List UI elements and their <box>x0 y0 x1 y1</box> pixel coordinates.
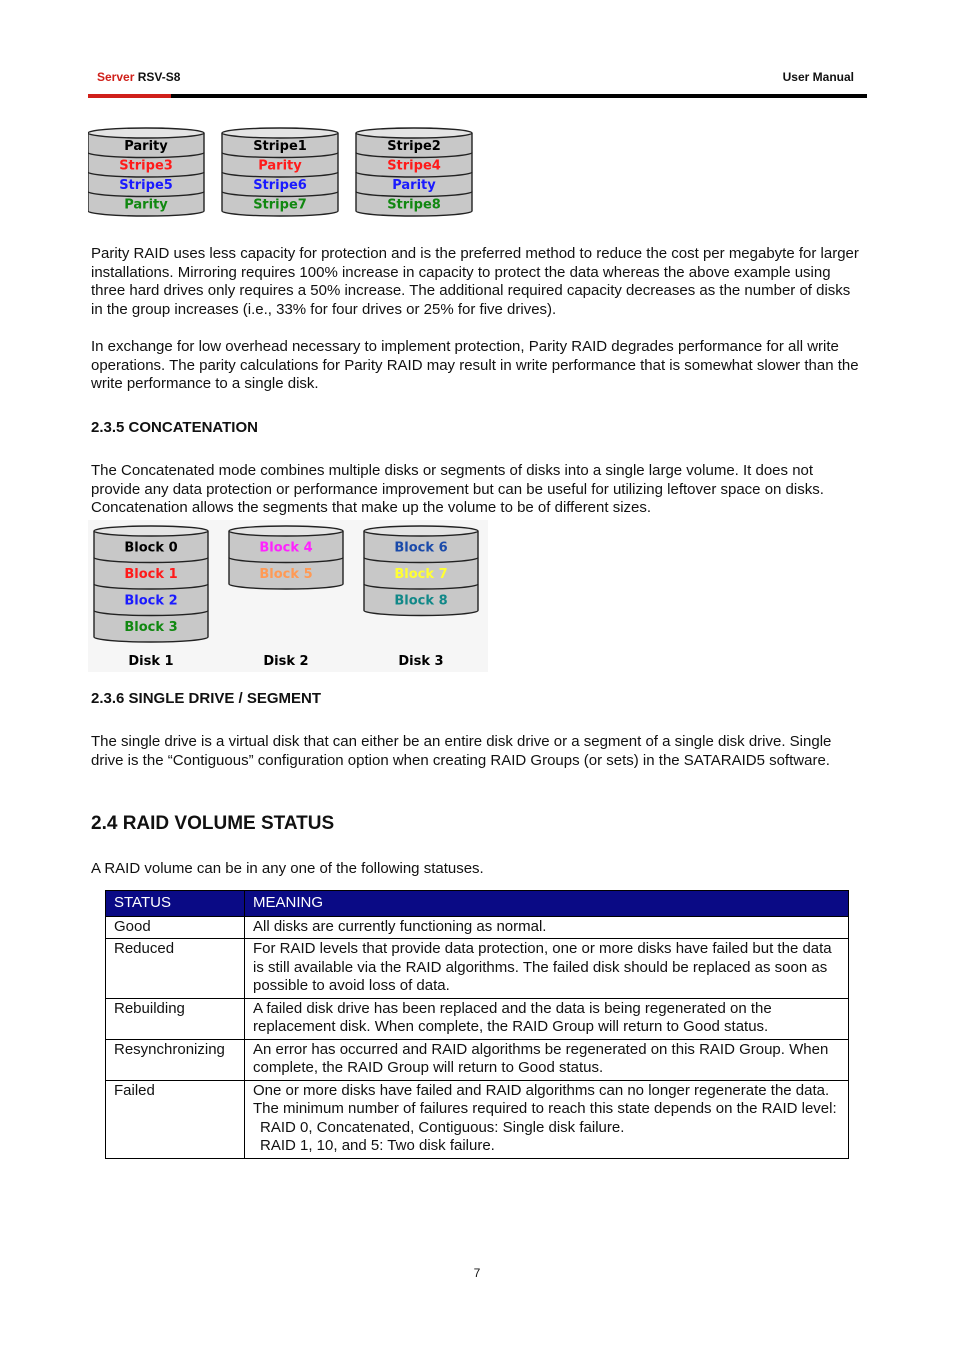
concatenation-paragraph: The Concatenated mode combines multiple disks or segments of disks into a single large volume. It does not provide any data protection or performance improvement but can be useful for utilizing leftover space on disks. Concatenation allows the segments that make up the volume to be of different sizes. <box>91 462 824 517</box>
meaning-text: RAID 1, 10, and 5: Two disk failure. <box>260 1137 495 1154</box>
raid5-parity-figure <box>88 124 480 220</box>
disk-stack <box>356 128 472 216</box>
status-intro-paragraph: A RAID volume can be in any one of the following statuses. <box>91 860 484 877</box>
status-cell: Failed <box>106 1080 245 1158</box>
meaning-text: A failed disk drive has been replaced and the data is being regenerated on the replacement disk. When complete, the RAID Group will return to Good status. <box>253 999 772 1035</box>
disk-segment-label: Block 2 <box>124 593 178 609</box>
table-row <box>106 998 849 1039</box>
page-number: 7 <box>473 1266 481 1280</box>
disk-segment-label: Block 5 <box>259 566 313 582</box>
concatenation-heading: 2.3.5 CONCATENATION <box>91 419 258 436</box>
header-brand: Server <box>97 70 135 84</box>
status-table-header-row <box>106 891 849 917</box>
disk-stack <box>222 128 338 216</box>
disk-segment-label: Parity <box>392 177 436 193</box>
disk-segment-label: Block 3 <box>124 619 178 635</box>
disk-segment-label: Block 1 <box>124 566 178 582</box>
status-column-header: STATUS <box>106 891 245 917</box>
header-right: User Manual <box>782 70 854 84</box>
meaning-column-header: MEANING <box>245 891 849 917</box>
disk-segment-label: Block 6 <box>394 540 448 556</box>
meaning-text: An error has occurred and RAID algorithms be regenerated on this RAID Group. When complete, the RAID Group will return to Good status. <box>253 1040 829 1076</box>
disk-segment-label: Stripe7 <box>253 197 307 213</box>
disk-segment-label: Stripe5 <box>119 177 173 193</box>
status-cell: Good <box>106 916 245 939</box>
concatenation-figure <box>88 520 488 672</box>
header-left <box>97 70 180 84</box>
meaning-cell <box>245 939 849 999</box>
meaning-text: All disks are currently functioning as normal. <box>253 917 547 935</box>
meaning-text: RAID 0, Concatenated, Contiguous: Single disk failure. <box>260 1118 625 1136</box>
disk-segment-label: Stripe6 <box>253 177 307 193</box>
disk-segment-label: Stripe8 <box>387 197 441 213</box>
volume-status-heading: 2.4 RAID VOLUME STATUS <box>91 813 335 834</box>
meaning-cell <box>245 998 849 1039</box>
table-row <box>106 916 849 939</box>
status-cell: Reduced <box>106 939 245 999</box>
meaning-text: For RAID levels that provide data protection, one or more disks have failed but the data is still available via the RAID algorithms. The failed disk should be replaced as soon as possible to avoid loss of data. <box>253 940 832 994</box>
single-drive-paragraph: The single drive is a virtual disk that can either be an entire disk drive or a segment of a single disk drive. Single drive is the “Contiguous” configuration option when creating RAID Groups (or sets) in the SATARAID5 software. <box>91 733 832 769</box>
parity-capacity-paragraph: Parity RAID uses less capacity for protection and is the preferred method to reduce the cost per megabyte for larger installations. Mirroring requires 100% increase in capacity to protect the data whereas the above example using three hard drives only requires a 50% increase. The additional required capacity decreases as the number of disks in the group increases (i.e., 33% for four drives or 25% for five drives). <box>91 245 859 319</box>
meaning-cell <box>245 1080 849 1158</box>
disk-segment-label: Parity <box>124 197 168 213</box>
disk-segment-label: Stripe2 <box>387 138 441 154</box>
parity-performance-paragraph: In exchange for low overhead necessary to implement protection, Parity RAID degrades performance for all write operations. The parity calculations for Parity RAID may result in write performance that is somewhat slower than the write performance to a single disk. <box>91 338 859 393</box>
disk-name-label: Disk 3 <box>398 654 444 669</box>
disk-segment-label: Stripe3 <box>119 158 173 174</box>
disk-segment-label: Stripe1 <box>253 138 307 154</box>
disk-stack <box>88 128 204 216</box>
disk-name-label: Disk 2 <box>263 654 309 669</box>
status-cell: Rebuilding <box>106 998 245 1039</box>
table-row <box>106 1039 849 1080</box>
status-cell: Resynchronizing <box>106 1039 245 1080</box>
single-drive-heading: 2.3.6 SINGLE DRIVE / SEGMENT <box>91 690 322 707</box>
disk-segment-label: Parity <box>124 138 168 154</box>
disk-segment-label: Block 0 <box>124 540 178 556</box>
disk-segment-label: Block 4 <box>259 540 313 556</box>
meaning-cell <box>245 916 849 939</box>
meaning-cell <box>245 1039 849 1080</box>
disk-segment-label: Block 8 <box>394 593 448 609</box>
status-table <box>105 890 849 1159</box>
header-model: RSV-S8 <box>137 70 181 84</box>
header-rule-accent <box>88 94 171 98</box>
table-row <box>106 1080 849 1158</box>
disk-segment-label: Stripe4 <box>387 158 441 174</box>
disk-segment-label: Block 7 <box>394 566 448 582</box>
table-row <box>106 939 849 999</box>
disk-name-label: Disk 1 <box>128 654 174 669</box>
header-rule <box>88 94 867 98</box>
disk-segment-label: Parity <box>258 158 302 174</box>
meaning-text: One or more disks have failed and RAID algorithms can no longer regenerate the data. The minimum number of failures required to reach this state depends on the RAID level: <box>253 1081 837 1117</box>
